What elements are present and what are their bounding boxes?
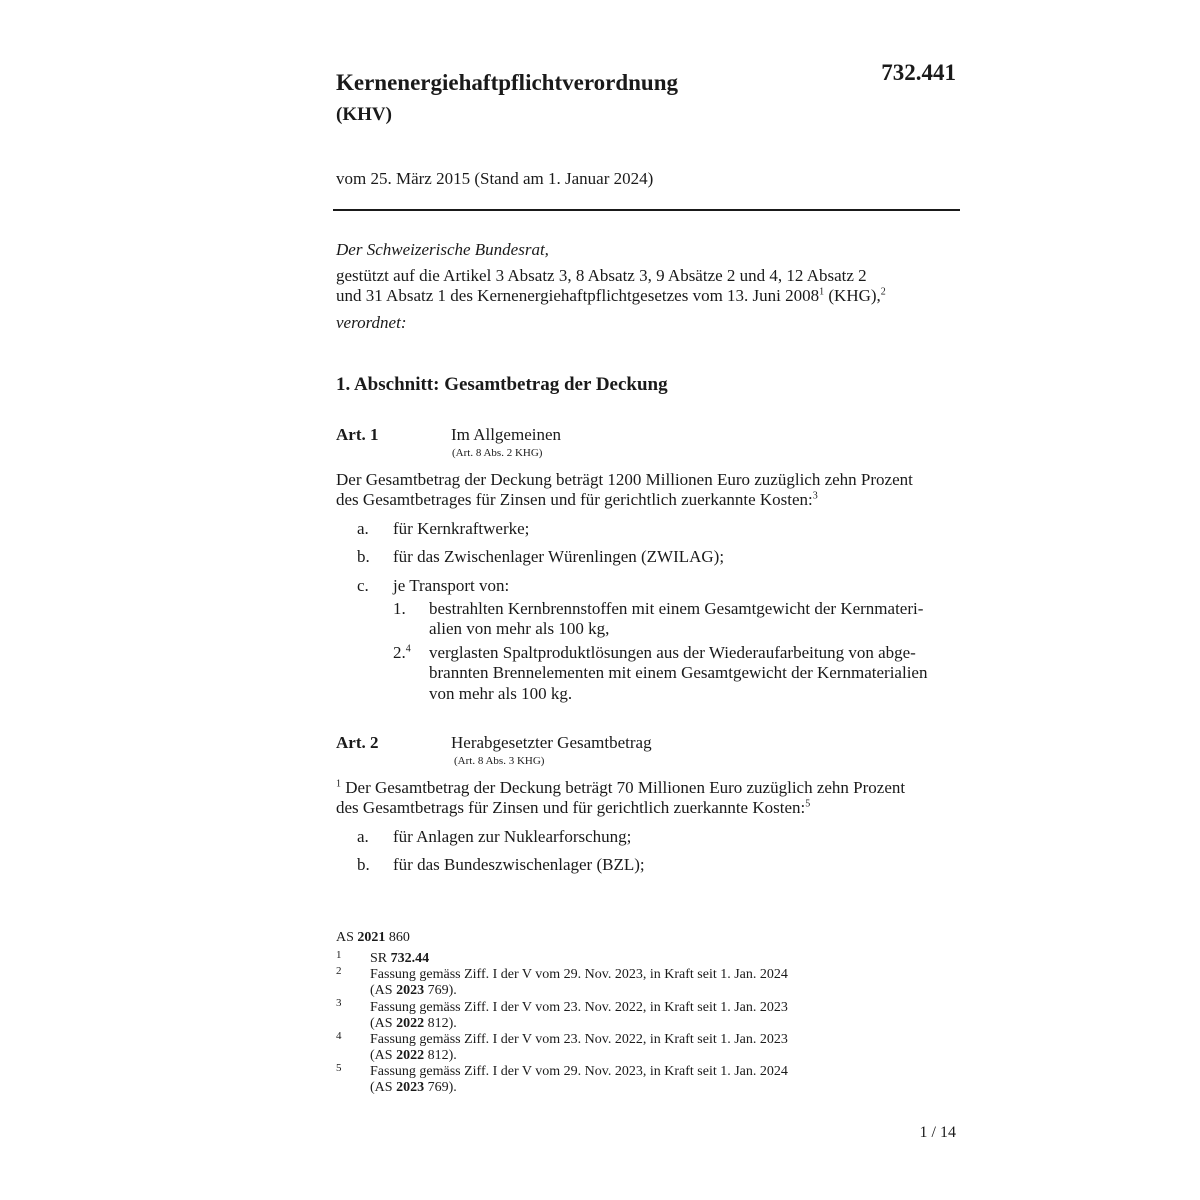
footnote-1-number: 1 [336,949,342,961]
art1-sub2-line2: brannten Brennelementen mit einem Gesamtgewicht der Kernmaterialien [429,663,928,682]
art1-sub1-line1: bestrahlten Kernbrennstoffen mit einem Gesamtgewicht der Kernmateri- [429,599,924,618]
preamble-enacts: verordnet: [336,313,407,332]
section-heading: 1. Abschnitt: Gesamtbetrag der Deckung [336,374,668,395]
preamble-basis-line2: und 31 Absatz 1 des Kernenergiehaftpflichtgesetzes vom 13. Juni 2008$^1$ (KHG),$^2$ [336,286,886,305]
art1-item-a-text: für Kernkraftwerke; [393,519,530,538]
art1-intro-line1: Der Gesamtbetrag der Deckung beträgt 1200 Millionen Euro zuzüglich zehn Prozent [336,470,913,489]
art1-intro-line2: des Gesamtbetrages für Zinsen und für gerichtlich zuerkannte Kosten:$^3$ [336,490,818,509]
footnote-3-line2: (AS 2022 812). [370,1016,457,1031]
art2-intro-line1: $^1$ Der Gesamtbetrag der Deckung beträgt 70 Millionen Euro zuzüglich zehn Prozent [336,778,906,797]
preamble-authority: Der Schweizerische Bundesrat, [336,240,549,259]
footnote-4-number: 4 [336,1030,342,1042]
art1-reference: (Art. 8 Abs. 2 KHG) [452,447,543,459]
footnote-3-number: 3 [336,997,342,1009]
footnote-ref-4: 4 [405,643,411,655]
art1-sub1-marker: 1. [393,599,406,618]
document-title: Kernenergiehaftpflichtverordnung [336,70,678,95]
art1-item-b-marker: b. [357,547,370,566]
footnote-3-line1: Fassung gemäss Ziff. I der V vom 23. Nov. 2022, in Kraft seit 1. Jan. 2023 [370,1000,788,1015]
art1-sub2-line3: von mehr als 100 kg. [429,684,573,703]
footnote-5-line1: Fassung gemäss Ziff. I der V vom 29. Nov. 2023, in Kraft seit 1. Jan. 2024 [370,1064,788,1079]
art2-label: Art. 2 [336,733,379,752]
footnote-2-line2: (AS 2023 769). [370,983,457,998]
art2-reference: (Art. 8 Abs. 3 KHG) [454,755,545,767]
document-abbreviation: (KHV) [336,104,392,125]
art1-sub1-line2: alien von mehr als 100 kg, [429,619,610,638]
footnote-ref-1: 1 [819,286,825,298]
art1-item-a-marker: a. [357,519,369,538]
art1-sub2-marker: 2.$^4$ [393,643,411,662]
art1-label: Art. 1 [336,425,379,444]
footnote-1-text: SR 732.44 [370,951,430,966]
art1-title: Im Allgemeinen [451,425,562,444]
as-reference: AS 2021 860 [336,930,410,945]
art2-item-a-text: für Anlagen zur Nuklearforschung; [393,827,632,846]
art2-item-b-marker: b. [357,855,370,874]
paragraph-number: 1 [336,778,341,790]
footnote-2-line1: Fassung gemäss Ziff. I der V vom 29. Nov. 2023, in Kraft seit 1. Jan. 2024 [370,967,788,982]
sr-number: 732.441 [881,60,956,85]
date-line: vom 25. März 2015 (Stand am 1. Januar 2024) [336,169,654,188]
art1-item-c-marker: c. [357,576,369,595]
art2-item-a-marker: a. [357,827,369,846]
footnote-ref-2: 2 [880,286,886,298]
footnote-ref-5: 5 [805,798,811,810]
footnote-4-line2: (AS 2022 812). [370,1048,457,1063]
art1-sub2-line1: verglasten Spaltproduktlösungen aus der Wiederaufarbeitung von abge- [429,643,916,662]
page-number: 1 / 14 [919,1124,956,1141]
footnote-ref-3: 3 [812,490,818,502]
art2-item-b-text: für das Bundeszwischenlager (BZL); [393,855,645,874]
footnote-2-number: 2 [336,965,342,977]
header-divider [333,209,960,211]
preamble-basis-line1: gestützt auf die Artikel 3 Absatz 3, 8 Absatz 3, 9 Absätze 2 und 4, 12 Absatz 2 [336,266,867,285]
footnote-5-number: 5 [336,1062,342,1074]
art1-item-c-text: je Transport von: [393,576,510,595]
footnote-4-line1: Fassung gemäss Ziff. I der V vom 23. Nov. 2022, in Kraft seit 1. Jan. 2023 [370,1032,788,1047]
art2-intro-line2: des Gesamtbetrags für Zinsen und für gerichtlich zuerkannte Kosten:$^5$ [336,798,811,817]
art1-item-b-text: für das Zwischenlager Würenlingen (ZWILAG); [393,547,725,566]
art2-title: Herabgesetzter Gesamtbetrag [451,733,652,752]
footnote-5-line2: (AS 2023 769). [370,1080,457,1095]
